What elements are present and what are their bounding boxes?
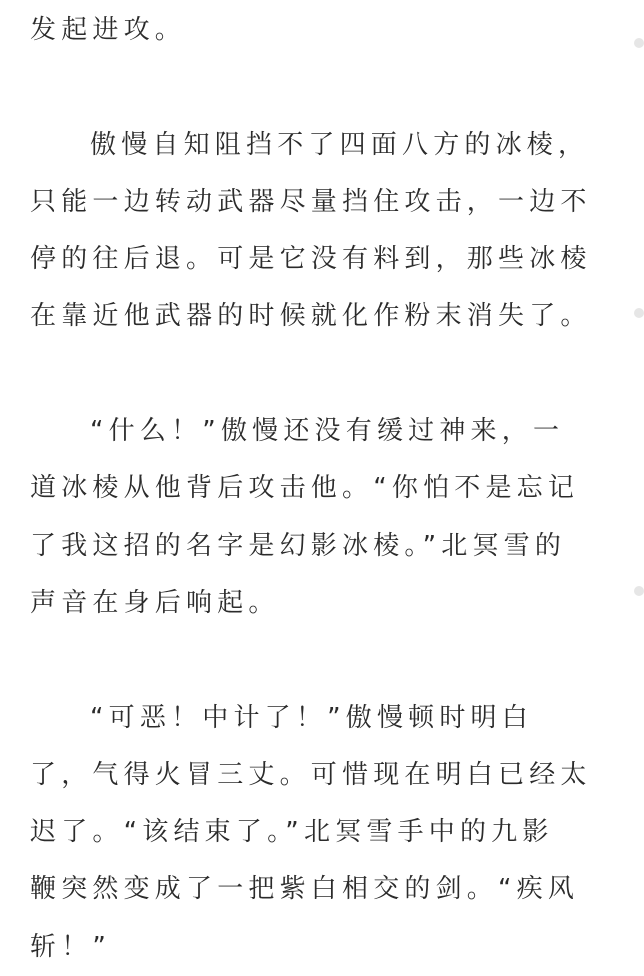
text-line: “什么！”傲慢还没有缓过神来，一 — [90, 416, 565, 447]
text-line: 鞭突然变成了一把紫白相交的剑。“疾风 — [30, 874, 580, 905]
article-body — [30, 2, 614, 976]
text-line: 在靠近他武器的时候就化作粉末消失了。 — [30, 301, 592, 332]
text-line: 停的往后退。可是它没有料到，那些冰棱 — [30, 244, 592, 275]
text-line: 傲慢自知阻挡不了四面八方的冰棱， — [90, 129, 590, 160]
scroll-marker-lower — [634, 586, 644, 596]
text-line: 迟了。“该结束了。”北冥雪手中的九影 — [30, 817, 554, 848]
scroll-marker-top — [634, 38, 644, 48]
text-line: 发起进攻。 — [30, 15, 187, 45]
text-line: “可恶！中计了！”傲慢顿时明白 — [90, 702, 533, 733]
text-line: 道冰棱从他背后攻击他。“你怕不是忘记 — [30, 473, 580, 504]
paragraph-gap — [30, 632, 614, 689]
paragraph-gap — [30, 59, 614, 116]
paragraph-gap — [30, 346, 614, 403]
scroll-marker-middle — [634, 308, 644, 318]
text-line: 只能一边转动武器尽量挡住攻击，一边不 — [30, 186, 592, 217]
text-line: 了，气得火冒三丈。可惜现在明白已经太 — [30, 759, 592, 790]
text-line: 斩！” — [30, 931, 112, 962]
text-line: 了我这招的名字是幻影冰棱。”北冥雪的 — [30, 530, 567, 561]
text-line: 声音在身后响起。 — [30, 587, 280, 618]
